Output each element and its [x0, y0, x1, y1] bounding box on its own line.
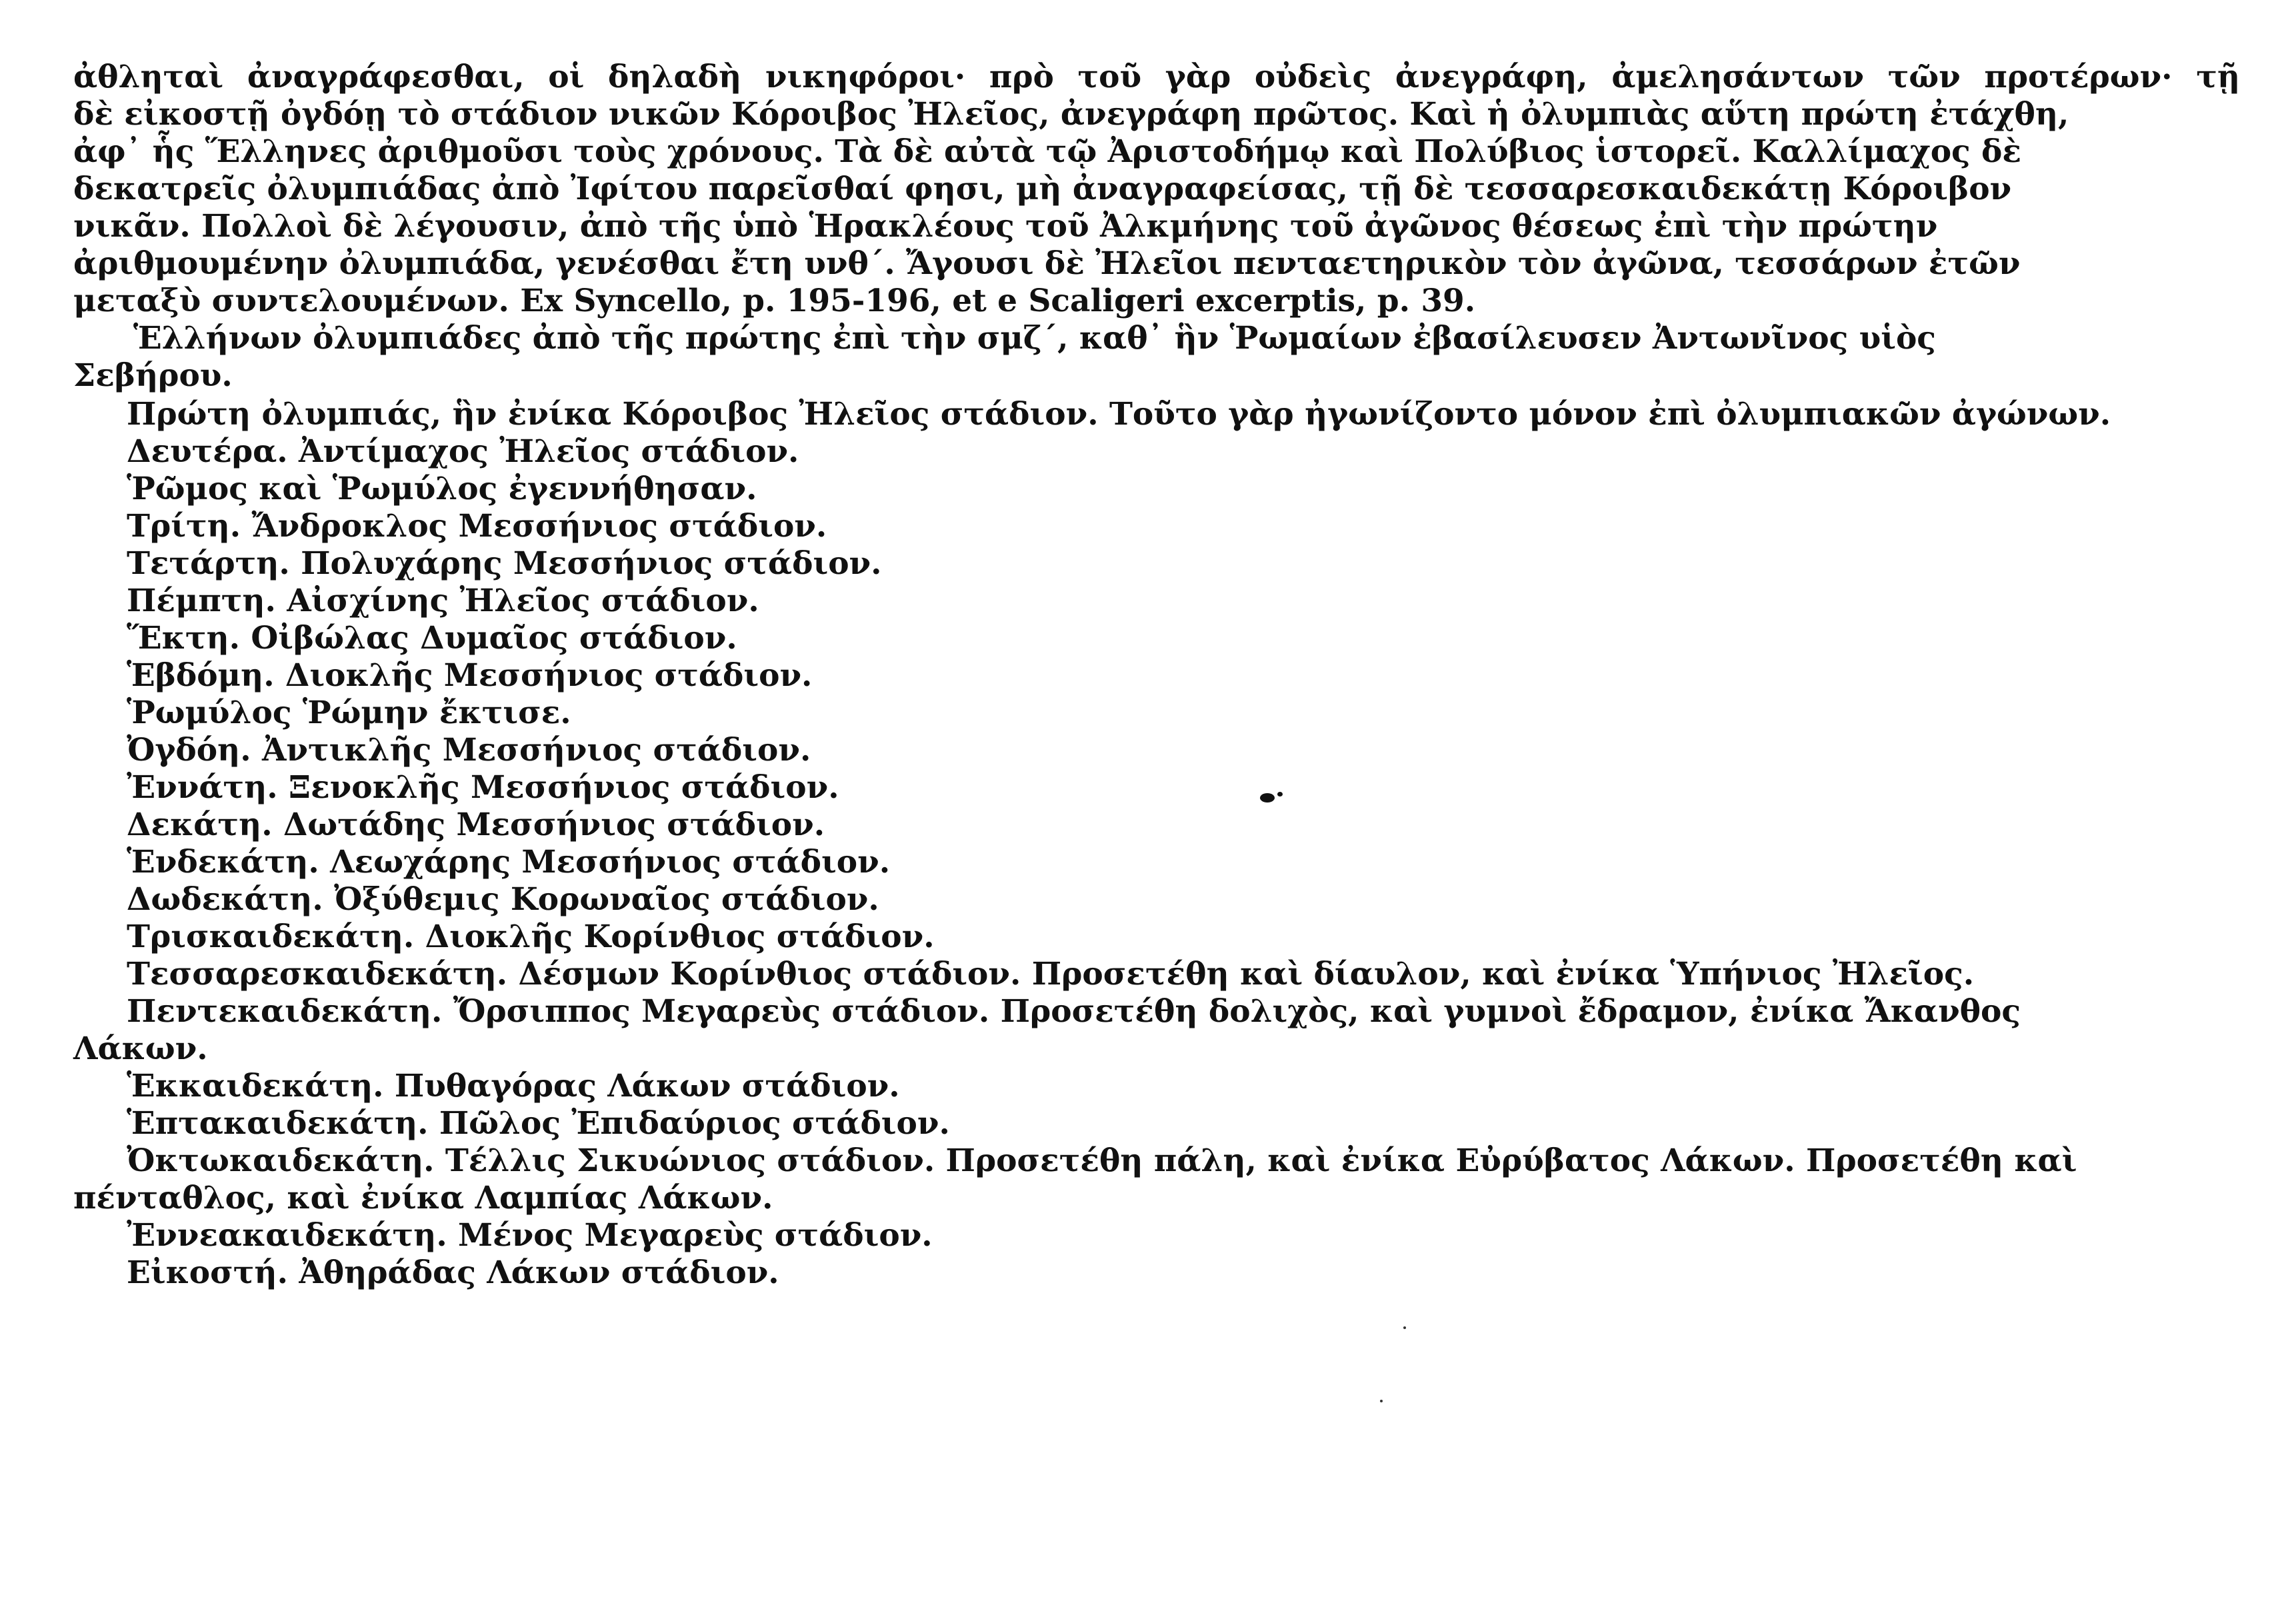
intro-line: ἀριθμουμένην ὀλυμπιάδα, γενέσθαι ἔτη υνθ΄. Ἄγουσι δὲ Ἠλεῖοι πενταετηρικὸν τὸν ἀγῶνα, τεσσάρων ἐτῶν: [73, 245, 2021, 282]
list-item: Ἐννάτη. Ξενοκλῆς Μεσσήνιος στάδιον.: [127, 769, 839, 806]
list-item: Ἑκκαιδεκάτη. Πυθαγόρας Λάκων στάδιον.: [127, 1068, 900, 1104]
intro-line: δεκατρεῖς ὀλυμπιάδας ἀπὸ Ἰφίτου παρεῖσθαί φησι, μὴ ἀναγραφείσας, τῇ δὲ τεσσαρεσκαιδεκάτῃ Κόροιβον: [73, 171, 2012, 207]
list-item: Ῥωμύλος Ῥώμην ἔκτισε.: [127, 695, 571, 731]
list-item: Ῥῶμος καὶ Ῥωμύλος ἐγεννήθησαν.: [127, 471, 757, 507]
list-item: Ὀκτωκαιδεκάτη. Τέλλις Σικυώνιος στάδιον. Προσετέθη πάλη, καὶ ἐνίκα Εὐρύβατος Λάκων. Προσετέθη καὶ: [127, 1142, 2077, 1179]
list-item: Πέμπτη. Αἰσχίνης Ἠλεῖος στάδιον.: [127, 583, 759, 619]
list-item: Δεκάτη. Δωτάδης Μεσσήνιος στάδιον.: [127, 807, 825, 843]
intro-line: ἀθληταὶ ἀναγράφεσθαι, οἱ δηλαδὴ νικηφόροι· πρὸ τοῦ γὰρ οὐδεὶς ἀνεγράφη, ἀμελησάντων τῶν προτέρων· τῇ: [73, 59, 2240, 95]
heading-line: Ἑλλήνων ὀλυμπιάδες ἀπὸ τῆς πρώτης ἐπὶ τὴν σμζ΄, καθ᾽ ἣν Ῥωμαίων ἐβασίλευσεν Ἀντωνῖνος υἱὸς: [133, 320, 1936, 357]
list-item: Δωδεκάτη. Ὀξύθεμις Κορωναῖος στάδιον.: [127, 881, 879, 918]
intro-line: νικᾶν. Πολλοὶ δὲ λέγουσιν, ἀπὸ τῆς ὑπὸ Ἡρακλέους τοῦ Ἀλκμήνης τοῦ ἀγῶνος θέσεως ἐπὶ τὴν πρώτην: [73, 208, 1938, 245]
list-item: Ὀγδόη. Ἀντικλῆς Μεσσήνιος στάδιον.: [127, 732, 811, 769]
text-body: [73, 59, 2240, 1292]
list-item-continuation: πένταθλος, καὶ ἐνίκα Λαμπίας Λάκων.: [73, 1180, 773, 1216]
list-item: Ἑπτακαιδεκάτη. Πῶλος Ἐπιδαύριος στάδιον.: [127, 1105, 950, 1142]
ink-speck: [1380, 1400, 1383, 1402]
list-item: Τρισκαιδεκάτη. Διοκλῆς Κορίνθιος στάδιον.: [127, 918, 935, 955]
intro-line: ἀφ᾽ ἧς Ἕλληνες ἀριθμοῦσι τοὺς χρόνους. Τὰ δὲ αὐτὰ τῷ Ἀριστοδήμῳ καὶ Πολύβιος ἱστορεῖ. Καλλίμαχος δὲ: [73, 133, 2021, 170]
list-item: Εἰκοστή. Ἀθηράδας Λάκων στάδιον.: [127, 1254, 779, 1291]
list-item: Ἑβδόμη. Διοκλῆς Μεσσήνιος στάδιον.: [127, 657, 813, 694]
list-item: Ἕκτη. Οἰβώλας Δυμαῖος στάδιον.: [127, 620, 737, 657]
list-item: Πεντεκαιδεκάτη. Ὄρσιππος Μεγαρεὺς στάδιον. Προσετέθη δολιχὸς, καὶ γυμνοὶ ἔδραμον, ἐνίκα Ἄκανθος: [127, 993, 2021, 1030]
list-item: Ἑνδεκάτη. Λεωχάρης Μεσσήνιος στάδιον.: [127, 844, 891, 880]
intro-line: μεταξὺ συντελουμένων. Ex Syncello, p. 195-196, et e Scaligeri excerptis, p. 39.: [73, 283, 1476, 319]
list-item: Τρίτη. Ἄνδροκλος Μεσσήνιος στάδιον.: [127, 508, 827, 545]
list-item: Τετάρτη. Πολυχάρης Μεσσήνιος στάδιον.: [127, 545, 882, 582]
ink-blot: [1260, 793, 1275, 803]
list-item: Τεσσαρεσκαιδεκάτη. Δέσμων Κορίνθιος στάδιον. Προσετέθη καὶ δίαυλον, καὶ ἐνίκα Ὑπήνιος Ἠλεῖος.: [127, 956, 1975, 992]
olympiad-list: [73, 396, 2240, 1292]
intro-line: δὲ εἰκοστῇ ὀγδόῃ τὸ στάδιον νικῶν Κόροιβος Ἠλεῖος, ἀνεγράφη πρῶτος. Καὶ ἡ ὀλυμπιὰς αὕτη πρώτη ἐτάχθη,: [73, 96, 2069, 133]
list-item-continuation: Λάκων.: [73, 1030, 208, 1067]
heading-line: Σεβήρου.: [73, 357, 233, 394]
list-heading: [73, 320, 2240, 395]
list-item: Πρώτη ὀλυμπιάς, ἣν ἐνίκα Κόροιβος Ἠλεῖος στάδιον. Τοῦτο γὰρ ἠγωνίζοντο μόνον ἐπὶ ὀλυμπιακῶν ἀγώνων.: [127, 396, 2111, 433]
list-item: Ἐννεακαιδεκάτη. Μένος Μεγαρεὺς στάδιον.: [127, 1217, 933, 1254]
ink-speck: [1403, 1326, 1406, 1329]
ink-blot: [1277, 792, 1283, 797]
list-item: Δευτέρα. Ἀντίμαχος Ἠλεῖος στάδιον.: [127, 433, 799, 470]
intro-paragraph: [73, 59, 2240, 320]
